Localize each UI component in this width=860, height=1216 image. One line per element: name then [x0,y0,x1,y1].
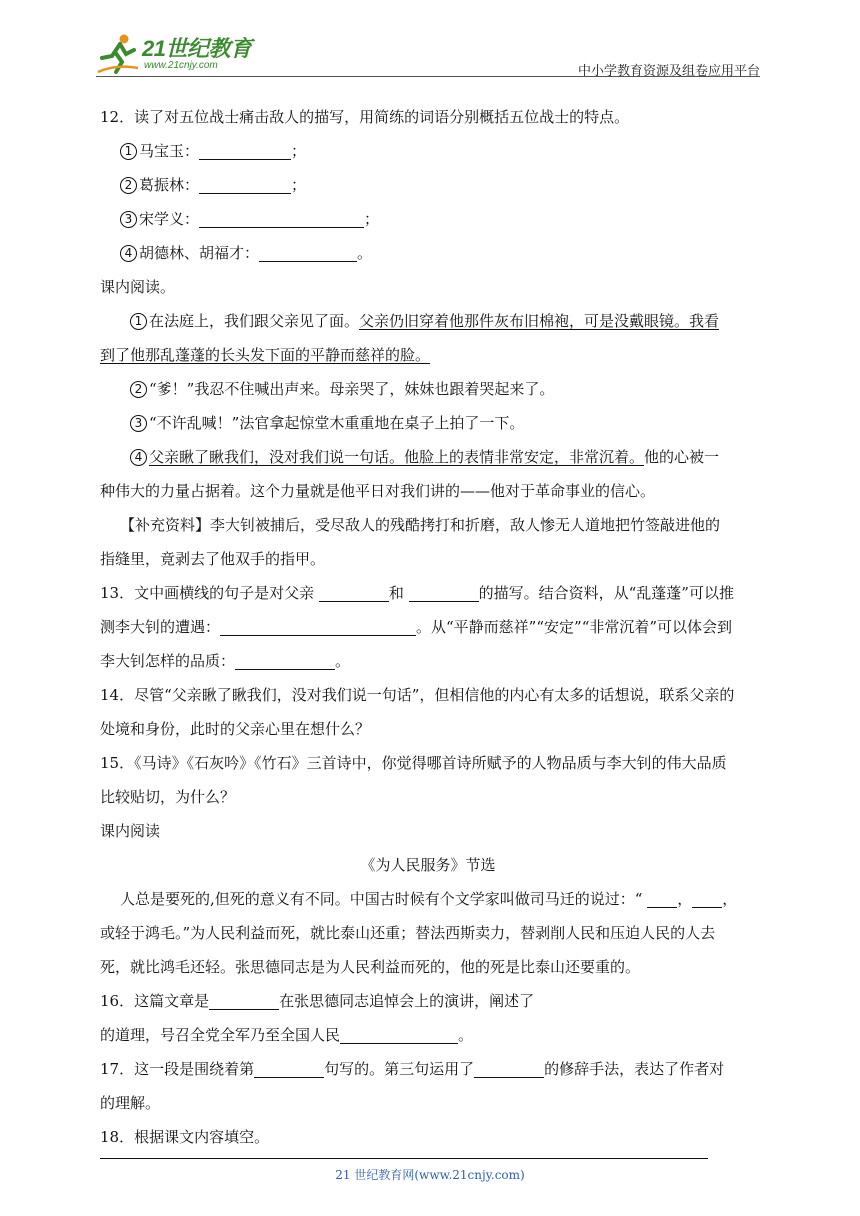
q12-item-1 [100,134,756,168]
q16-text: 的道理，号召全党全军乃至全国人民 [100,1026,341,1044]
q13-text: 的描写。结合资料，从“乱蓬蓬”可以推 [478,584,734,602]
q18-stem: 18．根据课文内容填空。 [100,1128,270,1146]
answer-blank[interactable] [409,583,479,602]
reading2-line1 [100,882,756,916]
item-end: ； [291,176,307,194]
reading1-p4-line1 [100,440,756,474]
q14-line2: 处境和身份，此时的父亲心里在想什么？ [100,720,371,738]
answer-blank[interactable] [647,889,677,908]
reading1-heading: 课内阅读。 [100,278,176,296]
q16-text: 16．这篇文章是 [100,992,210,1010]
q15-line2: 比较贴切，为什么？ [100,788,236,806]
p1-underlined-2: 到了他那乱蓬蓬的长头发下面的平静而慈祥的脸。 [100,346,431,364]
item-end: ； [291,142,307,160]
item-label: 胡德林、胡福才： [139,244,260,262]
q13-text: 。 [335,652,351,670]
q12-item-2 [100,168,756,202]
logo-url: www.21cnjy.com [144,60,218,71]
p4-underlined: 父亲瞅了瞅我们，没对我们说一句话。他脸上的表情非常安定，非常沉着。 [149,448,645,466]
answer-blank[interactable] [692,889,722,908]
answer-blank[interactable] [235,651,335,670]
item-label: 宋学义： [139,210,200,228]
circled-number: 2 [120,177,137,194]
reading2-title: 《为人民服务》节选 [360,856,496,874]
answer-blank[interactable] [209,991,279,1010]
reading2-heading: 课内阅读 [100,822,161,840]
answer-blank[interactable] [259,243,357,262]
q12-stem: 12．读了对五位战士痛击敌人的描写，用简练的词语分别概括五位战士的特点。 [100,108,630,126]
q14-line1: 14．尽管“父亲瞅了瞅我们，没对我们说一句话”，但相信他的内心有太多的话想说，联系父亲的 [100,686,735,704]
circled-number: 3 [130,415,147,432]
document-body [100,100,756,1154]
circled-number: 1 [120,143,137,160]
q13-line3 [100,644,756,678]
reading1-p4-line2: 种伟大的力量占据着。这个力量就是他平日对我们讲的——他对于革命事业的信心。 [100,482,656,500]
p1-plain: 在法庭上，我们跟父亲见了面。 [149,312,360,330]
logo-text: 21世纪教育 [142,36,252,61]
circled-number: 3 [120,211,137,228]
circled-number: 4 [130,449,147,466]
item-label: 葛振林： [139,176,200,194]
footer-divider [100,1158,708,1159]
q16-line2 [100,1018,756,1052]
q17-text: 的修辞手法，表达了作者对 [544,1060,725,1078]
circled-number: 1 [130,313,147,330]
q17-text: 17．这一段是围绕着第 [100,1060,255,1078]
p1-underlined: 父亲仍旧穿着他那件灰布旧棉袍，可是没戴眼镜。我看 [359,312,720,330]
q16-text: 在张思德同志追悼会上的演讲，阐述了 [279,992,535,1010]
q13-line2 [100,610,756,644]
q17-line2: 的理解。 [100,1094,161,1112]
q17-line1 [100,1052,756,1086]
q12-item-4 [100,236,756,270]
circled-number: 2 [130,381,147,398]
passage-text: ， [677,890,693,908]
answer-blank[interactable] [220,617,416,636]
answer-blank[interactable] [474,1059,544,1078]
p4-plain: 他的心被一 [644,448,720,466]
reading1-p3 [100,406,756,440]
answer-blank[interactable] [199,175,291,194]
answer-blank[interactable] [254,1059,324,1078]
p3-text: “不许乱喊！”法官拿起惊堂木重重地在桌子上拍了一下。 [149,414,525,432]
answer-blank[interactable] [199,141,291,160]
q13-line1 [100,576,756,610]
circled-number: 4 [120,245,137,262]
page-footer: 21 世纪教育网(www.21cnjy.com) [335,1168,525,1182]
supplement-line2: 指缝里，竟剥去了他双手的指甲。 [100,550,326,568]
q15-line1: 15．《马诗》《石灰吟》《竹石》三首诗中，你觉得哪首诗所赋予的人物品质与李大钊的伟大品质 [100,754,727,772]
passage-text: ， [722,890,738,908]
p2-text: “爹！”我忍不住喊出声来。母亲哭了，妹妹也跟着哭起来了。 [149,380,555,398]
q13-text: 测李大钊的遭遇： [100,618,221,636]
reading1-p2 [100,372,756,406]
q12-item-3 [100,202,756,236]
q13-text: 13．文中画横线的句子是对父亲 [100,584,319,602]
q13-text: 李大钊怎样的品质： [100,652,236,670]
page-header [96,30,760,80]
runner-logo-icon [96,32,140,76]
answer-blank[interactable] [319,583,389,602]
q16-line1 [100,984,756,1018]
header-divider [96,76,760,77]
q13-text: 和 [388,584,409,602]
q16-text: 。 [458,1026,474,1044]
item-end: ； [364,210,380,228]
site-logo [96,30,266,76]
reading1-p1-line2 [100,338,756,372]
answer-blank[interactable] [199,209,364,228]
q17-text: 句写的。第三句运用了 [324,1060,475,1078]
reading2-line2: 或轻于鸿毛。”为人民利益而死，就比泰山还重；替法西斯卖力，替剥削人民和压迫人民的人去 [100,924,716,942]
q13-text: 。从“平静而慈祥”“安定”“非常沉着”可以体会到 [416,618,733,636]
passage-text: 人总是要死的,但死的意义有不同。中国古时候有个文学家叫做司马迁的说过：“ [120,890,648,908]
reading1-p1-line1 [100,304,756,338]
item-end: 。 [357,244,373,262]
supplement-line1: 【补充资料】李大钊被捕后，受尽敌人的残酷拷打和折磨，敌人惨无人道地把竹签敲进他的 [120,516,721,534]
item-label: 马宝玉： [139,142,200,160]
answer-blank[interactable] [340,1025,458,1044]
platform-name: 中小学教育资源及组卷应用平台 [577,64,760,79]
reading2-line3: 死，就比鸿毛还轻。张思德同志是为人民利益而死的，他的死是比泰山还要重的。 [100,958,641,976]
